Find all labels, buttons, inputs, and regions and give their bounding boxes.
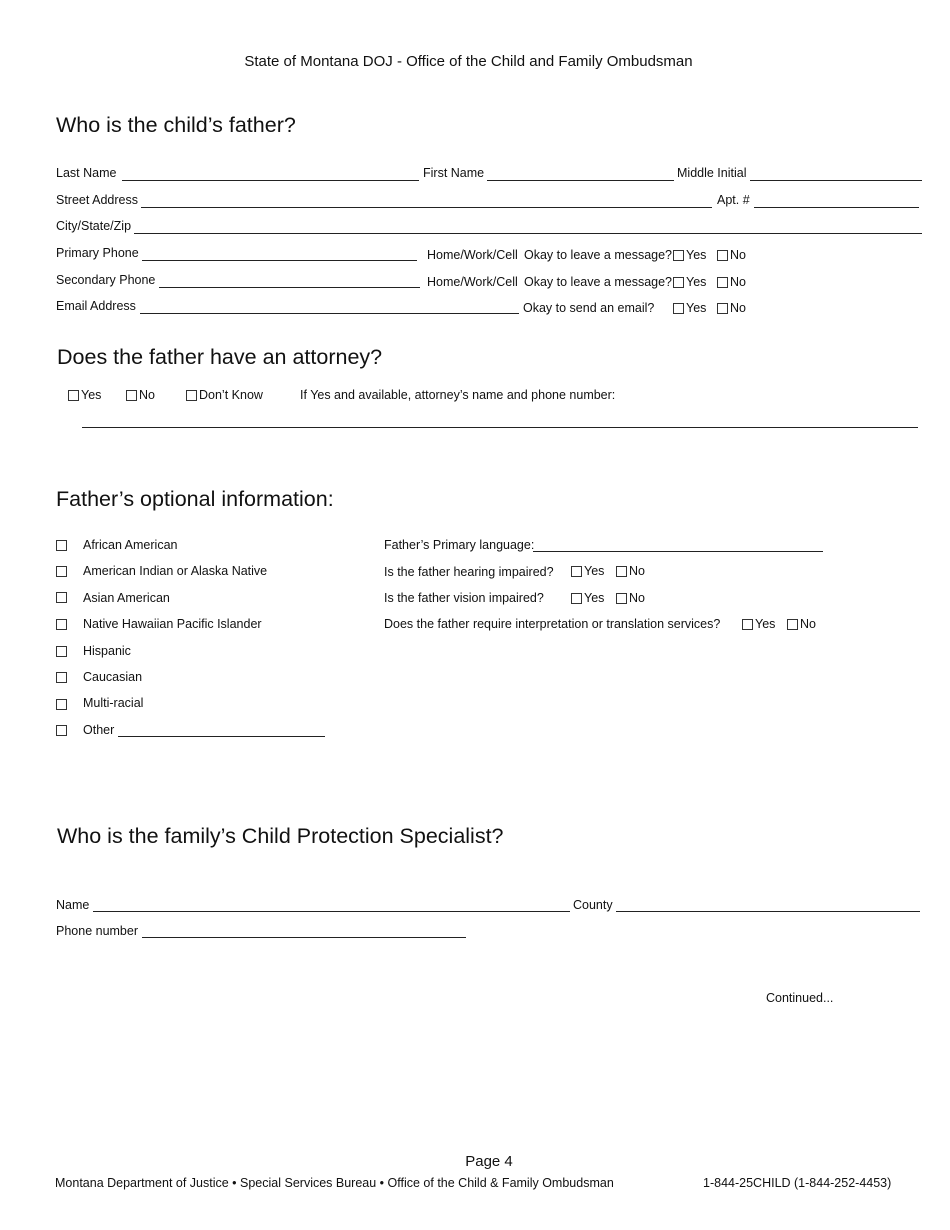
- checkbox-icon: [717, 250, 728, 261]
- secondary-phone-type-label: Home/Work/Cell: [427, 275, 518, 289]
- yes-label: Yes: [584, 564, 605, 578]
- ethnicity-option[interactable]: [56, 723, 69, 737]
- footer-org: Montana Department of Justice • Special Services Bureau • Office of the Child & Family Ombudsman: [55, 1176, 614, 1190]
- city-state-zip-label: City/State/Zip: [56, 219, 132, 233]
- street-address-field[interactable]: [141, 207, 712, 208]
- email-no[interactable]: [717, 301, 746, 315]
- checkbox-icon: [186, 390, 197, 401]
- city-state-zip-field[interactable]: [134, 233, 922, 234]
- primary-message-label: Okay to leave a message?: [524, 248, 672, 262]
- interpretation-no[interactable]: [787, 617, 816, 631]
- ethnicity-label: American Indian or Alaska Native: [83, 564, 268, 578]
- checkbox-icon: [673, 303, 684, 314]
- page-header: State of Montana DOJ - Office of the Child and Family Ombudsman: [244, 53, 693, 70]
- checkbox-icon: [742, 619, 753, 630]
- secondary-message-label: Okay to leave a message?: [524, 275, 672, 289]
- secondary-message-yes[interactable]: [673, 275, 706, 289]
- checkbox-icon: [56, 540, 67, 551]
- interpretation-yes[interactable]: [742, 617, 775, 631]
- checkbox-icon: [571, 566, 582, 577]
- specialist-name-field[interactable]: [93, 911, 570, 912]
- no-label: No: [730, 275, 746, 289]
- yes-label: Yes: [686, 248, 707, 262]
- specialist-county-label: County: [573, 898, 613, 912]
- ethnicity-label: African American: [83, 538, 178, 552]
- attorney-heading: Does the father have an attorney?: [57, 345, 383, 369]
- ethnicity-option[interactable]: [56, 697, 69, 711]
- primary-message-no[interactable]: [717, 248, 746, 262]
- primary-phone-field[interactable]: [142, 260, 417, 261]
- yes-label: Yes: [755, 617, 776, 631]
- attorney-no[interactable]: [126, 388, 155, 402]
- yes-label: Yes: [81, 388, 102, 402]
- continued-text: Continued...: [766, 991, 834, 1005]
- page-number: Page 4: [465, 1153, 513, 1170]
- first-name-label: First Name: [423, 166, 485, 180]
- secondary-phone-label: Secondary Phone: [56, 273, 156, 287]
- attorney-prompt: If Yes and available, attorney’s name and phone number:: [300, 388, 616, 402]
- checkbox-icon: [68, 390, 79, 401]
- vision-no[interactable]: [616, 591, 645, 605]
- first-name-field[interactable]: [487, 180, 674, 181]
- ethnicity-label: Hispanic: [83, 644, 131, 658]
- middle-initial-label: Middle Initial: [677, 166, 747, 180]
- specialist-heading: Who is the family’s Child Protection Specialist?: [57, 824, 504, 848]
- primary-language-field[interactable]: [533, 551, 823, 552]
- yes-label: Yes: [584, 591, 605, 605]
- ethnicity-option[interactable]: [56, 564, 69, 578]
- hearing-label: Is the father hearing impaired?: [384, 565, 554, 579]
- email-address-label: Email Address: [56, 299, 136, 313]
- interpretation-label: Does the father require interpretation or translation services?: [384, 617, 721, 631]
- yes-label: Yes: [686, 301, 707, 315]
- checkbox-icon: [673, 250, 684, 261]
- okay-email-label: Okay to send an email?: [523, 301, 655, 315]
- hearing-no[interactable]: [616, 564, 645, 578]
- hearing-yes[interactable]: [571, 564, 604, 578]
- ethnicity-option[interactable]: [56, 670, 69, 684]
- apt-label: Apt. #: [717, 193, 750, 207]
- middle-initial-field[interactable]: [750, 180, 922, 181]
- no-label: No: [730, 301, 746, 315]
- checkbox-icon: [56, 566, 67, 577]
- checkbox-icon: [787, 619, 798, 630]
- yes-label: Yes: [686, 275, 707, 289]
- attorney-dont-know[interactable]: [186, 388, 263, 402]
- checkbox-icon: [126, 390, 137, 401]
- father-heading: Who is the child’s father?: [56, 113, 296, 137]
- specialist-name-label: Name: [56, 898, 90, 912]
- ethnicity-label: Caucasian: [83, 670, 143, 684]
- apt-field[interactable]: [754, 207, 919, 208]
- ethnicity-option[interactable]: [56, 644, 69, 658]
- dont-know-label: Don’t Know: [199, 388, 263, 402]
- no-label: No: [629, 564, 645, 578]
- attorney-yes[interactable]: [68, 388, 101, 402]
- vision-label: Is the father vision impaired?: [384, 591, 544, 605]
- checkbox-icon: [56, 619, 67, 630]
- checkbox-icon: [717, 277, 728, 288]
- checkbox-icon: [616, 566, 627, 577]
- ethnicity-other-field[interactable]: [118, 736, 325, 737]
- last-name-field[interactable]: [122, 180, 419, 181]
- no-label: No: [629, 591, 645, 605]
- primary-language-label: Father’s Primary language:: [384, 538, 535, 552]
- optional-heading: Father’s optional information:: [56, 487, 334, 511]
- checkbox-icon: [56, 672, 67, 683]
- ethnicity-label: Asian American: [83, 591, 170, 605]
- footer-phone: 1-844-25CHILD (1-844-252-4453): [703, 1176, 892, 1190]
- no-label: No: [730, 248, 746, 262]
- checkbox-icon: [56, 646, 67, 657]
- last-name-label: Last Name: [56, 166, 117, 180]
- ethnicity-option[interactable]: [56, 538, 69, 552]
- specialist-phone-label: Phone number: [56, 924, 139, 938]
- checkbox-icon: [616, 593, 627, 604]
- secondary-message-no[interactable]: [717, 275, 746, 289]
- vision-yes[interactable]: [571, 591, 604, 605]
- primary-phone-label: Primary Phone: [56, 246, 139, 260]
- ethnicity-label: Multi-racial: [83, 696, 144, 710]
- ethnicity-label: Other: [83, 723, 115, 737]
- checkbox-icon: [56, 592, 67, 603]
- secondary-phone-field[interactable]: [159, 287, 420, 288]
- no-label: No: [139, 388, 155, 402]
- ethnicity-option[interactable]: [56, 590, 69, 604]
- specialist-phone-field[interactable]: [142, 937, 466, 938]
- street-address-label: Street Address: [56, 193, 138, 207]
- checkbox-icon: [673, 277, 684, 288]
- no-label: No: [800, 617, 816, 631]
- primary-message-yes[interactable]: [673, 248, 706, 262]
- specialist-county-field[interactable]: [616, 911, 920, 912]
- checkbox-icon: [56, 699, 67, 710]
- email-address-field[interactable]: [140, 313, 519, 314]
- ethnicity-option[interactable]: [56, 617, 69, 631]
- primary-phone-type-label: Home/Work/Cell: [427, 248, 518, 262]
- checkbox-icon: [56, 725, 67, 736]
- email-yes[interactable]: [673, 301, 706, 315]
- checkbox-icon: [571, 593, 582, 604]
- checkbox-icon: [717, 303, 728, 314]
- ethnicity-label: Native Hawaiian Pacific Islander: [83, 617, 262, 631]
- attorney-info-field[interactable]: [82, 427, 918, 428]
